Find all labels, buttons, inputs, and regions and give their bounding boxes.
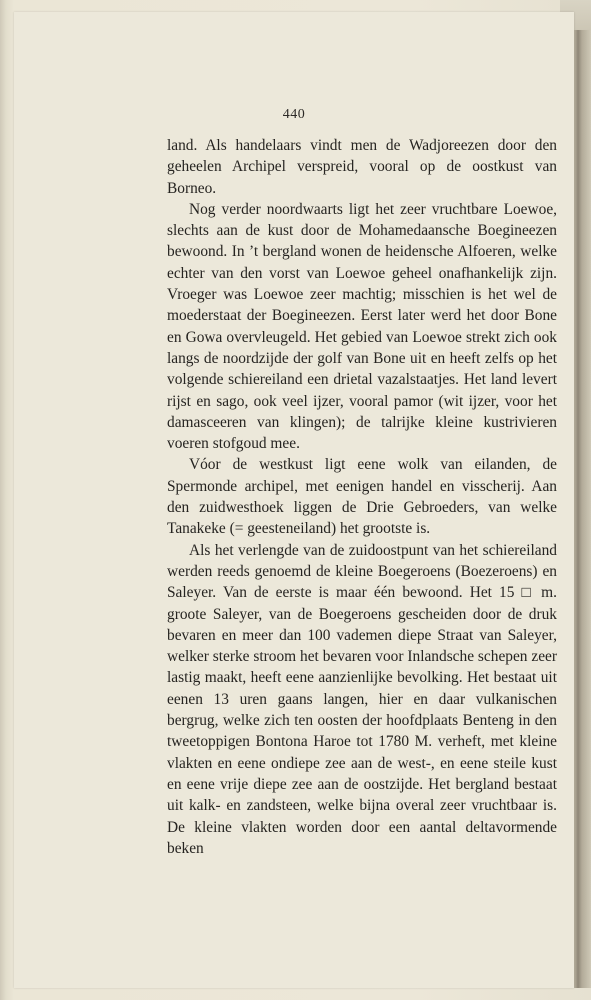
paragraph-2: Nog verder noordwaarts ligt het zeer vruchtbare Loewoe, slechts aan de kust door de Mohamedaansche Boegineezen bewoond. In ’t bergland wonen de heidensche Alfoeren, welke echter van den vorst van Loewoe geheel onafhankelijk zijn. Vroeger was Loewoe zeer machtig; misschien is het wel de moederstaat der Boegineezen. Eerst later werd het door Bone en Gowa overvleugeld. Het gebied van Loewoe strekt zich ook langs de noordzijde der golf van Bone uit en heeft zelfs op het volgende schiereiland een drietal vazalstaatjes. Het land levert rijst en sago, ook veel ijzer, vooral pamor (wit ijzer, voor het damasceeren van klingen); de talrijke kleine kustrivieren voeren stofgoud mee. bbox=[167, 200, 557, 453]
paragraph-1: land. Als handelaars vindt men de Wadjoreezen door den geheelen Archipel verspreid, vooral op de oostkust van Borneo. bbox=[167, 137, 557, 197]
paragraph-3: Vóor de westkust ligt eene wolk van eilanden, de Spermonde archipel, met eenigen handel en visscherij. Aan den zuidwesthoek liggen de Drie Gebroeders, van welke Tanakeke (= geesteneiland) het grootste is. bbox=[167, 456, 557, 538]
paragraph-4: Als het verlengde van de zuidoostpunt van het schiereiland werden reeds genoemd de kleine Boegeroens (Boezeroens) en Saleyer. Van de eerste is maar één bewoond. Het 15 □ m. groote Saleyer, van de Boegeroens gescheiden door de druk bevaren en meer dan 100 vademen diepe Straat van Saleyer, welker sterke stroom het bevaren voor Inlandsche schepen zeer lastig maakt, heeft eene aanzienlijke bevolking. Het bestaat uit eenen 13 uren gaans langen, hier en daar vulkanischen bergrug, welke zich ten oosten der hoofdplaats Benteng in den tweetoppigen Bontona Haroe tot 1780 M. verheft, met kleine vlakten en eene ondiepe zee aan de west-, en eene steile kust en eene vrije diepe zee aan de oostzijde. Het bergland bestaat uit kalk- en zandsteen, welke bijna overal zeer vruchtbaar is. De kleine vlakten worden door een aantal deltavormende beken bbox=[167, 541, 557, 857]
book-spine-edge bbox=[574, 30, 591, 988]
book-page bbox=[14, 12, 574, 988]
body-text bbox=[167, 135, 557, 859]
page-number: 440 bbox=[282, 107, 306, 122]
